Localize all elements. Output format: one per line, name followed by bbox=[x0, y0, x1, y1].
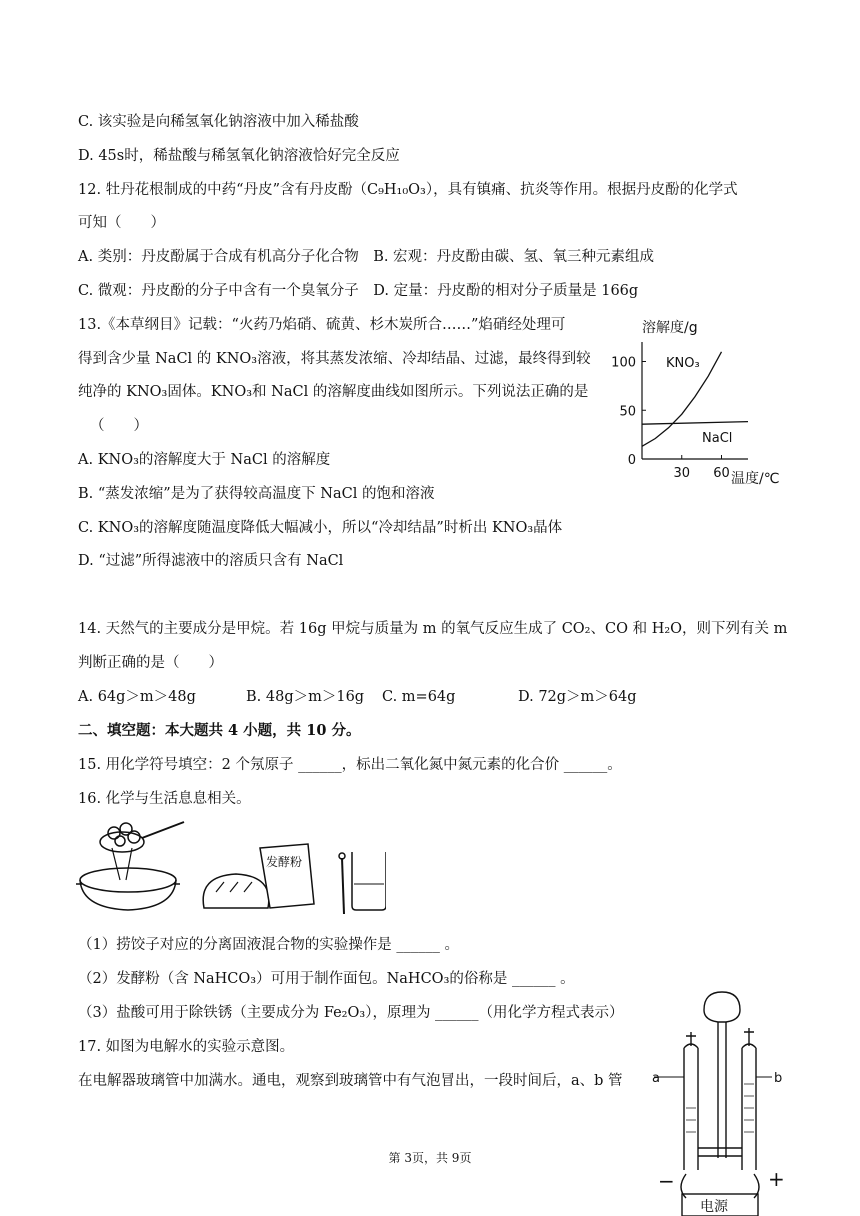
q16-stem: 16. 化学与生活息息相关。 bbox=[78, 791, 251, 807]
q13-stem-2: 得到含少量 NaCl 的 KNO₃溶液，将其蒸发浓缩、冷却结晶、过滤，最终得到较 bbox=[78, 351, 591, 367]
beaker-drawing bbox=[339, 852, 386, 914]
valve-a bbox=[686, 1032, 696, 1046]
q14-stem: 14. 天然气的主要成分是甲烷。若 16g 甲烷与质量为 m 的氧气反应生成了 CO₂、CO 和 H₂O，则下列有关 m bbox=[78, 621, 788, 637]
q14-option-c: C. m=64g bbox=[382, 689, 456, 705]
q13-option-b: B. “蒸发浓缩”是为了获得较高温度下 NaCl 的饱和溶液 bbox=[78, 486, 435, 502]
nacl-series-label: NaCl bbox=[702, 431, 733, 446]
q12-stem: 12. 牡丹花根制成的中药“丹皮”含有丹皮酚（C₉H₁₀O₃），具有镇痛、抗炎等作用。根据丹皮酚的化学式 bbox=[78, 182, 738, 198]
q12-options-cd: C. 微观：丹皮酚的分子中含有一个臭氧分子 D. 定量：丹皮酚的相对分子质量是 166g bbox=[78, 283, 639, 299]
power-supply-label: 电源 bbox=[700, 1199, 728, 1215]
q13-option-d: D. “过滤”所得滤液中的溶质只含有 NaCl bbox=[78, 553, 344, 569]
y-tick-label: 100 bbox=[611, 355, 636, 371]
section-2-heading: 二、填空题：本大题共 4 小题，共 10 分。 bbox=[78, 722, 361, 739]
option-d-line: D. 45s时，稀盐酸与稀氢氧化钠溶液恰好完全反应 bbox=[78, 148, 400, 164]
dumpling-pot-drawing bbox=[76, 822, 184, 910]
y-tick-label: 0 bbox=[627, 453, 636, 468]
q13-stem-3: 纯净的 KNO₃固体。KNO₃和 NaCl 的溶解度曲线如图所示。下列说法正确的是 bbox=[78, 384, 589, 400]
q12-options-ab: A. 类别：丹皮酚属于合成有机高分子化合物 B. 宏观：丹皮酚由碳、氢、氧三种元素组成 bbox=[78, 249, 655, 265]
tube-a-label: a bbox=[652, 1071, 660, 1086]
x-tick-label: 60 bbox=[713, 466, 730, 481]
q14-option-d: D. 72g＞m＞64g bbox=[518, 689, 637, 705]
page-footer: 第 3页，共 9页 bbox=[388, 1151, 472, 1165]
q13-option-c: C. KNO₃的溶解度随温度降低大幅减小，所以“冷却结晶”时析出 KNO₃晶体 bbox=[78, 520, 563, 536]
q17-stem-2: 在电解器玻璃管中加满水。通电，观察到玻璃管中有气泡冒出，一段时间后，a、b 管 bbox=[78, 1073, 623, 1089]
chart-ylabel: 溶解度/g bbox=[642, 320, 698, 336]
tube-a bbox=[684, 1044, 698, 1170]
chart-xlabel: 温度/℃ bbox=[731, 471, 780, 487]
funnel-stem bbox=[718, 1022, 726, 1158]
q14-stem-2: 判断正确的是（ ） bbox=[78, 655, 223, 671]
x-tick-label: 30 bbox=[673, 466, 691, 481]
tube-b bbox=[742, 1044, 756, 1170]
bread-drawing bbox=[203, 874, 269, 908]
q16-part-3: （3）盐酸可用于除铁锈（主要成分为 Fe₂O₃），原理为 ______（用化学方程式表示） bbox=[78, 1005, 624, 1021]
q16-part-2: （2）发酵粉（含 NaHCO₃）可用于制作面包。NaHCO₃的俗称是 ______ 。 bbox=[78, 971, 575, 987]
q12-stem-cont: 可知（ ） bbox=[78, 215, 165, 231]
nacl-curve bbox=[642, 422, 748, 425]
q14-option-a: A. 64g＞m＞48g bbox=[78, 689, 196, 705]
solubility-chart bbox=[610, 312, 790, 492]
kno3-series-label: KNO₃ bbox=[666, 356, 700, 371]
negative-terminal-label: − bbox=[658, 1169, 675, 1193]
q16-part-1: （1）捞饺子对应的分离固液混合物的实验操作是 ______ 。 bbox=[78, 937, 459, 953]
q13-option-a: A. KNO₃的溶解度大于 NaCl 的溶解度 bbox=[78, 452, 331, 468]
connector-tube bbox=[698, 1148, 742, 1156]
q14-option-b: B. 48g＞m＞16g bbox=[246, 689, 365, 705]
q15-stem: 15. 用化学符号填空：2 个氖原子 ______，标出二氧化氮中氮元素的化合价 ______。 bbox=[78, 757, 622, 773]
option-c-line: C. 该实验是向稀氢氧化钠溶液中加入稀盐酸 bbox=[78, 114, 359, 130]
electrolysis-apparatus bbox=[652, 988, 792, 1216]
baking-powder-label: 发酵粉 bbox=[266, 855, 303, 869]
funnel-bulb bbox=[704, 992, 740, 1022]
baking-powder-bag-drawing bbox=[260, 844, 314, 908]
food-illustration bbox=[76, 818, 386, 918]
valve-b bbox=[744, 1028, 754, 1046]
q17-stem: 17. 如图为电解水的实验示意图。 bbox=[78, 1039, 295, 1055]
y-tick-label: 50 bbox=[619, 404, 636, 420]
tube-b-label: b bbox=[774, 1071, 783, 1086]
q13-stem: 13.《本草纲目》记载：“火药乃焰硝、硫黄、杉木炭所合……”焰硝经处理可 bbox=[78, 317, 566, 333]
positive-terminal-label: + bbox=[768, 1167, 785, 1191]
q13-bracket: （ ） bbox=[90, 418, 148, 434]
